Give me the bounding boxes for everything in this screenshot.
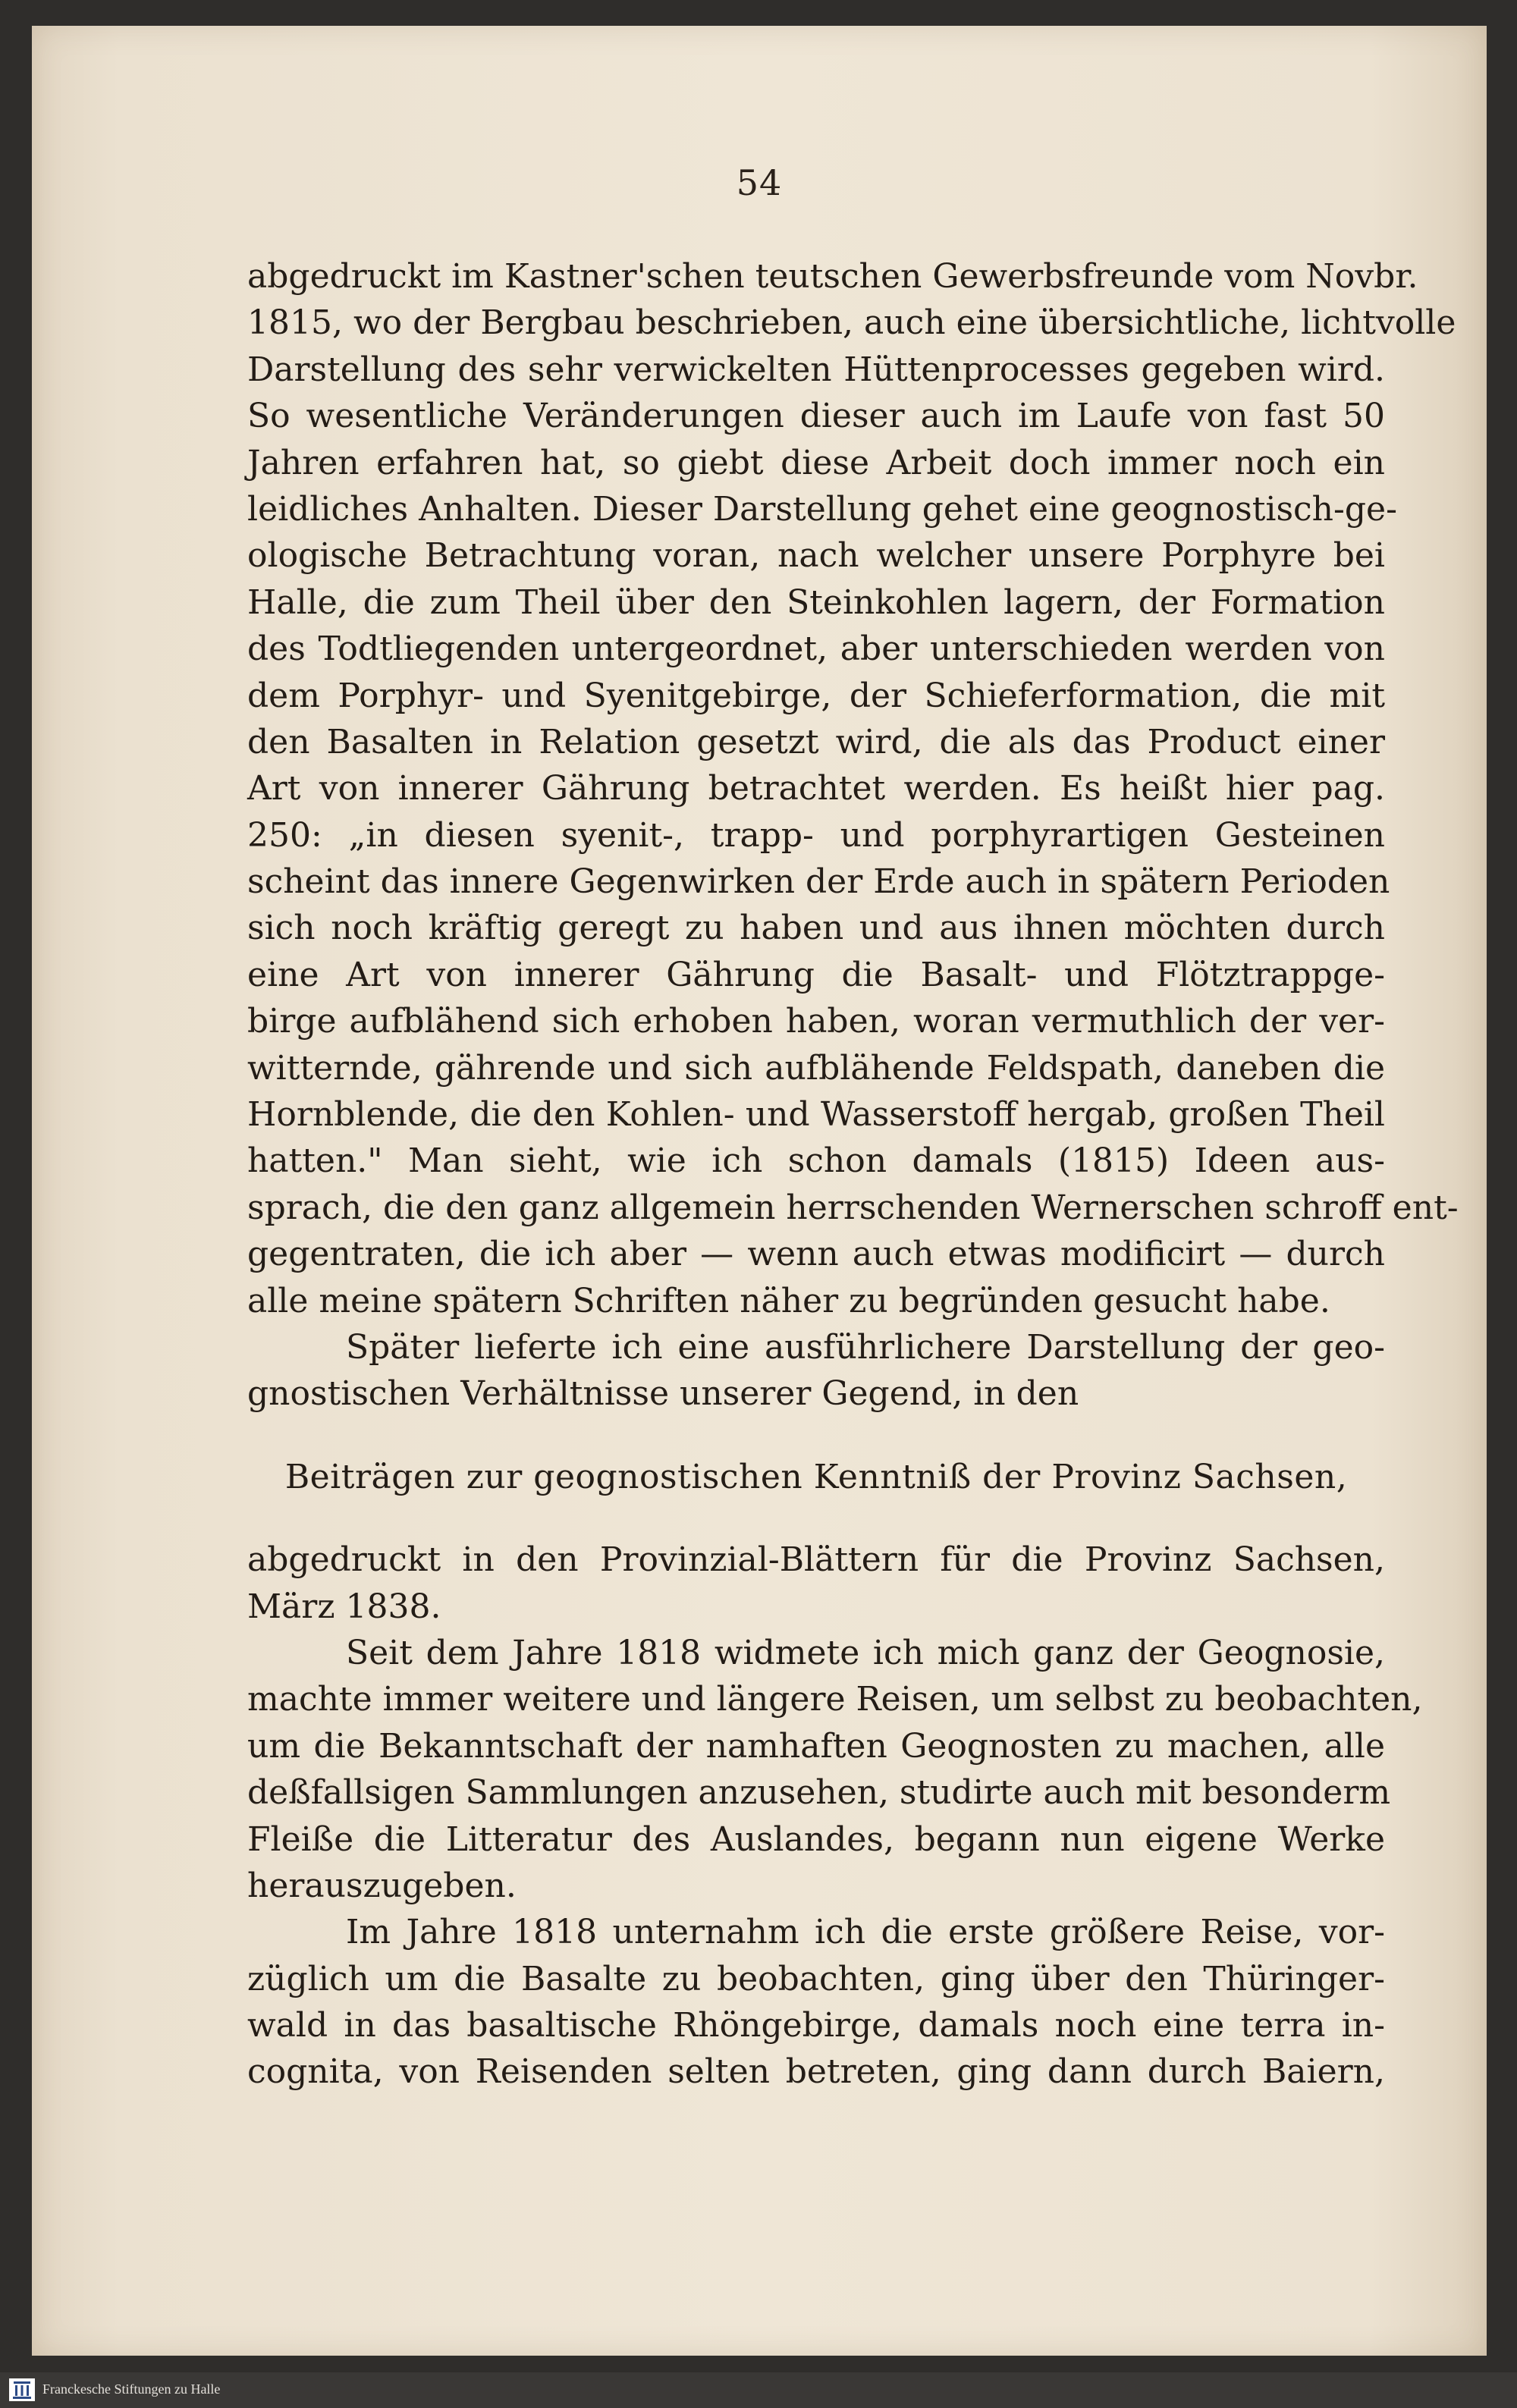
- text-line: witternde, gährende und sich aufblähende Feldspath, daneben die: [247, 1048, 1385, 1088]
- text-line: abgedruckt in den Provinzial-Blättern für die Provinz Sachsen,: [247, 1540, 1385, 1580]
- text-line: wald in das basaltische Rhöngebirge, damals noch eine terra in-: [247, 2006, 1385, 2045]
- text-line: Fleiße die Litteratur des Auslandes, begann nun eigene Werke: [247, 1819, 1385, 1859]
- text-line: gegentraten, die ich aber — wenn auch etwas modificirt — durch: [247, 1235, 1385, 1274]
- text-line: herauszugeben.: [247, 1866, 517, 1905]
- text-line: dem Porphyr- und Syenitgebirge, der Schieferformation, die mit: [247, 676, 1385, 715]
- page-body: [247, 253, 1459, 2096]
- text-line: Hornblende, die den Kohlen- und Wasserstoff hergab, großen Theil: [247, 1095, 1385, 1135]
- spacer: [247, 1500, 1385, 1537]
- footer-institution-label: Franckesche Stiftungen zu Halle: [42, 2381, 221, 2397]
- text-line: machte immer weitere und längere Reisen, um selbst zu beobachten,: [247, 1680, 1423, 1719]
- text-line: Seit dem Jahre 1818 widmete ich mich ganz der Geognosie,: [346, 1633, 1385, 1672]
- text-line: Darstellung des sehr verwickelten Hüttenprocesses gegeben wird.: [247, 350, 1385, 389]
- text-line: sprach, die den ganz allgemein herrschenden Wernerschen schroff ent-: [247, 1188, 1459, 1227]
- text-line: Im Jahre 1818 unternahm ich die erste größere Reise, vor-: [346, 1913, 1385, 1952]
- page-number: 54: [736, 162, 783, 203]
- text-line: Später lieferte ich eine ausführlichere Darstellung der geo-: [346, 1327, 1385, 1367]
- text-line: alle meine spätern Schriften näher zu begründen gesucht habe.: [247, 1281, 1330, 1320]
- text-line: des Todtliegenden untergeordnet, aber unterschieden werden von: [247, 629, 1385, 669]
- book-page: [32, 26, 1487, 2356]
- text-line: Halle, die zum Theil über den Steinkohlen lagern, der Formation: [247, 582, 1385, 622]
- text-line: leidliches Anhalten. Dieser Darstellung gehet eine geognostisch-ge-: [247, 489, 1397, 529]
- text-line: gnostischen Verhältnisse unserer Gegend, in den: [247, 1374, 1079, 1414]
- text-line: Jahren erfahren hat, so giebt diese Arbeit doch immer noch ein: [247, 443, 1385, 482]
- text-line: 250: „in diesen syenit-, trapp- und porphyrartigen Gesteinen: [247, 815, 1385, 855]
- franckesche-stiftungen-logo-icon: [9, 2378, 35, 2401]
- text-line: hatten." Man sieht, wie ich schon damals (1815) Ideen aus-: [247, 1141, 1385, 1181]
- text-line: ologische Betrachtung voran, nach welcher unsere Porphyre bei: [247, 536, 1385, 576]
- text-line: birge aufblähend sich erhoben haben, woran vermuthlich der ver-: [247, 1002, 1385, 1041]
- spacer: [247, 1417, 1385, 1454]
- text-line: 1815, wo der Bergbau beschrieben, auch eine übersichtliche, lichtvolle: [247, 303, 1456, 343]
- text-line: deßfallsigen Sammlungen anzusehen, studirte auch mit besonderm: [247, 1773, 1391, 1813]
- text-line: abgedruckt im Kastner'schen teutschen Gewerbsfreunde vom Novbr.: [247, 257, 1418, 296]
- text-line: den Basalten in Relation gesetzt wird, die als das Product einer: [247, 722, 1385, 761]
- text-line: scheint das innere Gegenwirken der Erde auch in spätern Perioden: [247, 862, 1390, 902]
- footer-bar: [0, 2372, 1517, 2408]
- text-line: um die Bekanntschaft der namhaften Geognosten zu machen, alle: [247, 1726, 1385, 1766]
- text-line: züglich um die Basalte zu beobachten, ging über den Thüringer-: [247, 1959, 1385, 1998]
- text-line: Art von innerer Gährung betrachtet werden. Es heißt hier pag.: [247, 769, 1385, 808]
- text-line: eine Art von innerer Gährung die Basalt- und Flötztrappge-: [247, 955, 1385, 994]
- cited-title: Beiträgen zur geognostischen Kenntniß der Provinz Sachsen,: [284, 1457, 1348, 1496]
- text-line: So wesentliche Veränderungen dieser auch im Laufe von fast 50: [247, 397, 1385, 436]
- text-line: März 1838.: [247, 1587, 441, 1626]
- text-line: sich noch kräftig geregt zu haben und aus ihnen möchten durch: [247, 909, 1385, 948]
- text-line: cognita, von Reisenden selten betreten, ging dann durch Baiern,: [247, 2052, 1385, 2092]
